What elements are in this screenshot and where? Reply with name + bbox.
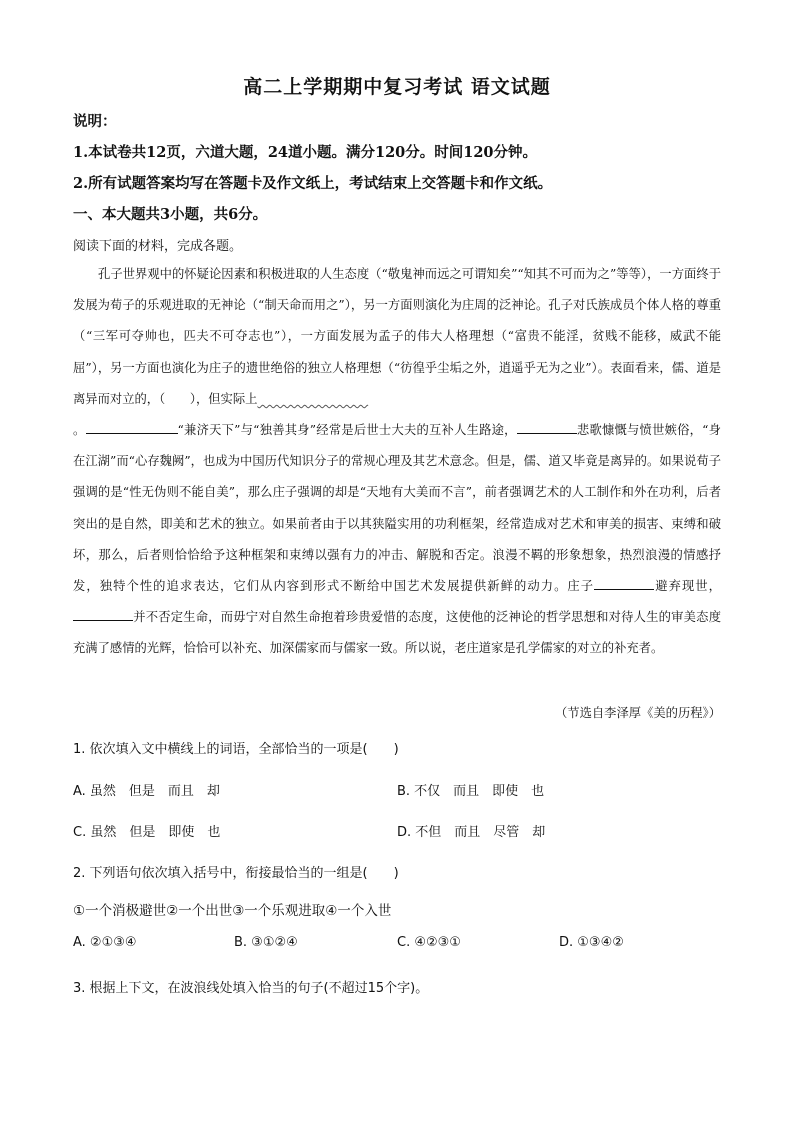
q2-option-c[interactable]: C. ④②③① [397, 935, 461, 950]
blank-3 [594, 577, 654, 590]
passage-paragraph-1: 孔子世界观中的怀疑论因素和积极进取的人生态度（“敬鬼神而远之可谓知矣”“知其不可而为之”等等），一方面终于发展为荀子的乐观进取的无神论（“制天命而用之”），另一方面则演化为庄周的泛神论。孔子对氏族成员个体人格的尊重（“三军可夺帅也，匹夫不可夺志也”），一方面发展为孟子的伟大人格理想（“富贵不能淫，贫贱不能移，威武不能屈”），另一方面也演化为庄子的遗世绝俗的独立人格理想（“彷徨乎尘垢之外，逍遥乎无为之业”）。表面看来，儒、道是离异而对立的，（ ），但实际上 [73, 267, 721, 406]
question-2-items: ①一个消极避世②一个出世③一个乐观进取④一个入世 [73, 903, 392, 919]
q1-option-a[interactable]: A. 虽然 但是 而且 却 [73, 784, 220, 799]
q2-option-a[interactable]: A. ②①③④ [73, 935, 137, 950]
q1-option-b[interactable]: B. 不仅 而且 即使 也 [397, 784, 545, 799]
question-1-stem: 1. 依次填入文中横线上的词语，全部恰当的一项是( ) [73, 742, 399, 757]
page-title: 高二上学期期中复习考试 语文试题 [243, 76, 551, 98]
passage-period: 。 [73, 423, 86, 438]
section-heading: 一、本大题共3小题，共6分。 [73, 206, 268, 223]
passage-paragraph-2c: 避弃现世， [654, 579, 721, 594]
instruction-line-1: 1.本试卷共12页，六道大题，24道小题。满分120分。时间120分钟。 [73, 144, 538, 161]
q2-option-b[interactable]: B. ③①②④ [234, 935, 298, 950]
passage-paragraph-2a: “兼济天下”与“独善其身”经常是后世士大夫的互补人生路途， [177, 423, 517, 438]
section-intro: 阅读下面的材料，完成各题。 [73, 239, 243, 254]
q1-option-c[interactable]: C. 虽然 但是 即使 也 [73, 825, 221, 840]
blank-4 [73, 608, 133, 621]
question-3-stem: 3. 根据上下文，在波浪线处填入恰当的句子(不超过15个字)。 [73, 981, 429, 996]
blank-2 [517, 421, 577, 434]
wavy-blank [257, 392, 368, 406]
passage-paragraph-2d: 并不否定生命，而毋宁对自然生命抱着珍贵爱惜的态度，这使他的泛神论的哲学思想和对待人生的审美态度充满了感情的光辉，恰恰可以补充、加深儒家而与儒家一致。所以说，老庄道家是孔学儒家的对立的补充者。 [73, 610, 721, 656]
blank-1 [86, 421, 178, 434]
instruction-line-2: 2.所有试题答案均写在答题卡及作文纸上，考试结束上交答题卡和作文纸。 [73, 175, 553, 192]
q1-option-d[interactable]: D. 不但 而且 尽管 却 [397, 825, 546, 840]
passage-source: （节选自李泽厚《美的历程》） [554, 706, 721, 720]
q2-option-d[interactable]: D. ①③④② [559, 935, 624, 950]
passage-paragraph-2b: 悲歌慷慨与愤世嫉俗，“身在江湖”而“心存魏阙”，也成为中国历代知识分子的常规心理及其艺术意念。但是，儒、道又毕竟是离异的。如果说荀子强调的是“性无伪则不能自美”，那么庄子强调的却是“天地有大美而不言”，前者强调艺术的人工制作和外在功利，后者突出的是自然，即美和艺术的独立。如果前者由于以其狭隘实用的功利框架，经常造成对艺术和审美的损害、束缚和破坏，那么，后者则恰恰给予这种框架和束缚以强有力的冲击、解脱和否定。浪漫不羁的形象想象，热烈浪漫的情感抒发，独特个性的追求表达，它们从内容到形式不断给中国艺术发展提供新鲜的动力。庄子 [73, 423, 721, 594]
instructions-heading: 说明： [73, 113, 117, 130]
question-2-stem: 2. 下列语句依次填入括号中，衔接最恰当的一组是( ) [73, 866, 399, 881]
reading-passage [73, 259, 721, 665]
